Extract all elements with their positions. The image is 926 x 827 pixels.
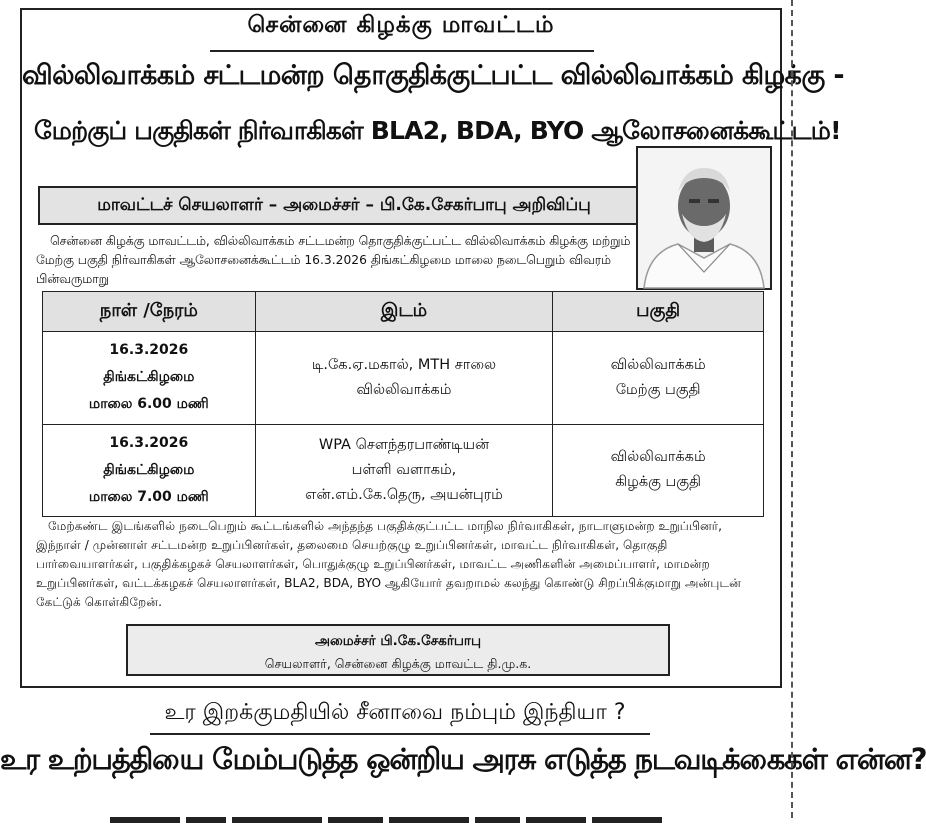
date: 16.3.2026 xyxy=(109,342,189,359)
intro-paragraph: சென்னை கிழக்கு மாவட்டம், வில்லிவாக்கம் சட்டமன்ற தொகுதிக்குட்பட்ட வில்லிவாக்கம் கிழக்கு மற்றும் மேற்கு பகுதி நிர்வாகிகள் ஆலோசனைக்கூட்டம் 16.3.2026 திங்கட்கிழமை மாலை நடைபெறும் விவரம் பின்வருமாறு xyxy=(36,234,631,286)
area-cell xyxy=(553,424,764,517)
time: மாலை 6.00 மணி xyxy=(88,396,209,413)
venue-line: டி.கே.ஏ.மகால், MTH சாலை xyxy=(311,356,497,373)
date-time-cell xyxy=(43,332,256,425)
cropped-text-line xyxy=(110,808,710,818)
minister-photo xyxy=(636,146,772,290)
venue-cell xyxy=(255,424,553,517)
headline-line-1: வில்லிவாக்கம் சட்டமன்ற தொகுதிக்குட்பட்ட வில்லிவாக்கம் கிழக்கு - xyxy=(22,60,844,91)
column-divider xyxy=(791,0,793,818)
day: திங்கட்கிழமை xyxy=(103,369,195,386)
advertisement-box xyxy=(20,8,844,688)
signature-box xyxy=(126,624,670,676)
date: 16.3.2026 xyxy=(109,434,189,451)
venue-line: வில்லிவாக்கம் xyxy=(356,381,452,398)
schedule-table xyxy=(42,291,764,517)
venue-line: WPA சௌந்தரபாண்டியன் xyxy=(318,436,490,453)
day: திங்கட்கிழமை xyxy=(103,461,195,478)
table-row xyxy=(43,424,764,517)
header-area: பகுதி xyxy=(553,292,764,332)
body-paragraph: மேற்கண்ட இடங்களில் நடைபெறும் கூட்டங்களில் அந்தந்த பகுதிக்குட்பட்ட மாநில நிர்வாகிகள், நாடாளுமன்ற உறுப்பினர், இந்நாள் / முன்னாள் சட்டமன்ற உறுப்பினர்கள், தலைமை செயற்குழு உறுப்பினர்கள், மாவட்ட நிர்வாகிகள், தொகுதி பார்வையாளர்கள், பகுதிக்கழகச் செயலாளர்கள், பொதுக்குழு உறுப்பினர்கள், மாவட்ட அணிகளின் அமைப்பாளர், மாமன்ற உறுப்பினர்கள், வட்டக்கழகச் செயலாளர்கள், BLA2, BDA, BYO ஆகியோர் தவறாமல் கலந்து கொண்டு சிறப்பிக்குமாறு அன்புடன் கேட்டுக் கொள்கிறேன். xyxy=(36,519,741,609)
news-subheading: உர இறக்குமதியில் சீனாவை நம்பும் இந்தியா ? xyxy=(164,700,626,725)
venue-line: பள்ளி வளாகம், xyxy=(351,461,457,478)
date-time-cell xyxy=(43,424,256,517)
area-line: வில்லிவாக்கம் xyxy=(610,356,706,373)
subheading-underline xyxy=(150,733,650,735)
area-line: மேற்கு பகுதி xyxy=(615,381,701,398)
venue-line: என்.எம்.கே.தெரு, அயன்புரம் xyxy=(305,486,503,503)
district-title: சென்னை கிழக்கு மாவட்டம் xyxy=(247,12,555,38)
title-underline xyxy=(210,50,594,52)
area-line: வில்லிவாக்கம் xyxy=(610,449,706,466)
signatory-name: அமைச்சர் பி.கே.சேகர்பாபு xyxy=(314,633,482,649)
time: மாலை 7.00 மணி xyxy=(88,488,209,505)
venue-cell xyxy=(255,332,553,425)
portrait-image xyxy=(638,148,770,288)
news-headline: உர உற்பத்தியை மேம்படுத்த ஒன்றிய அரசு எடுத்த நடவடிக்கைகள் என்ன? xyxy=(0,742,926,776)
table-header-row xyxy=(43,292,764,332)
area-line: கிழக்கு பகுதி xyxy=(615,474,701,491)
table-row xyxy=(43,332,764,425)
header-venue: இடம் xyxy=(255,292,553,332)
headline-line-2: மேற்குப் பகுதிகள் நிர்வாகிகள் BLA2, BDA, BYO ஆலோசனைக்கூட்டம்! xyxy=(34,116,841,145)
announcer-bar: மாவட்டச் செயலாளர் – அமைச்சர் – பி.கே.சேகர்பாபு அறிவிப்பு xyxy=(38,186,650,225)
area-cell xyxy=(553,332,764,425)
signatory-role: செயலாளர், சென்னை கிழக்கு மாவட்ட தி.மு.க. xyxy=(264,656,532,671)
header-date-time: நாள் /நேரம் xyxy=(43,292,256,332)
